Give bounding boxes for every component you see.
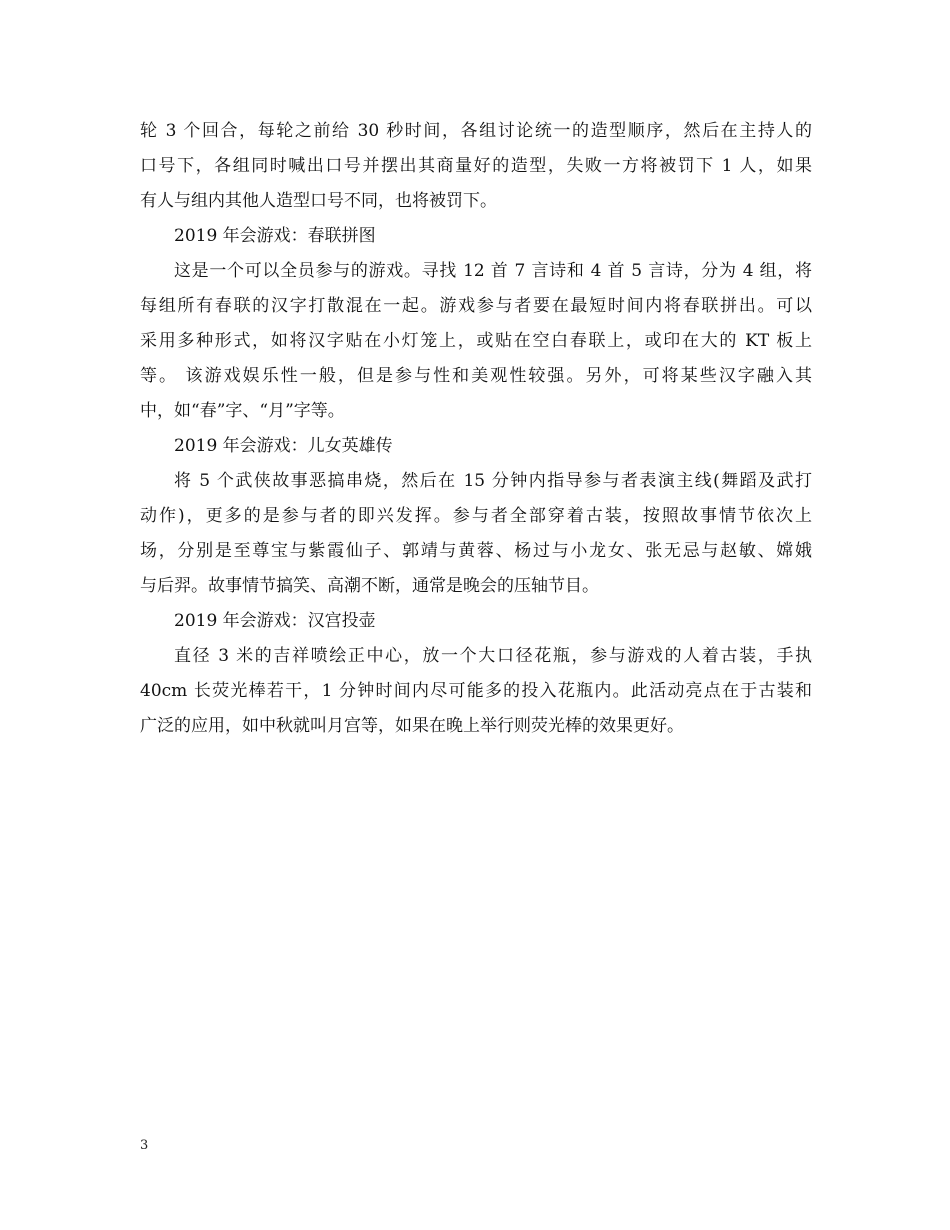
paragraph-line: 将 5 个武侠故事恶搞串烧，然后在 15 分钟内指导参与者表演主线(舞蹈及武打 (174, 471, 812, 491)
section-heading: 2019 年会游戏：汉宫投壶 (174, 611, 376, 631)
paragraph-line: 每组所有春联的汉字打散混在一起。游戏参与者要在最短时间内将春联拼出。可以 (140, 296, 812, 316)
paragraph-line: 这是一个可以全员参与的游戏。寻找 12 首 7 言诗和 4 首 5 言诗，分为 4 组，将 (174, 261, 812, 281)
paragraph-line: 采用多种形式，如将汉字贴在小灯笼上，或贴在空白春联上，或印在大的 KT 板上 (140, 331, 812, 351)
paragraph-line: 动作)，更多的是参与者的即兴发挥。参与者全部穿着古装，按照故事情节依次上 (140, 506, 812, 526)
paragraph-line: 场，分别是至尊宝与紫霞仙子、郭靖与黄蓉、杨过与小龙女、张无忌与赵敏、嫦娥 (140, 541, 812, 561)
paragraph-line: 轮 3 个回合，每轮之前给 30 秒时间，各组讨论统一的造型顺序，然后在主持人的 (140, 121, 812, 141)
paragraph-line: 有人与组内其他人造型口号不同，也将被罚下。 (140, 191, 497, 211)
section-heading: 2019 年会游戏：儿女英雄传 (174, 436, 393, 456)
page-number: 3 (140, 1138, 149, 1153)
paragraph-line: 40cm 长荧光棒若干，1 分钟时间内尽可能多的投入花瓶内。此活动亮点在于古装和 (140, 681, 812, 701)
paragraph-line: 与后羿。故事情节搞笑、高潮不断，通常是晚会的压轴节目。 (140, 576, 599, 596)
paragraph-line: 直径 3 米的吉祥喷绘正中心，放一个大口径花瓶，参与游戏的人着古装，手执 (174, 646, 812, 666)
paragraph-line: 中，如“春”字、“月”字等。 (140, 401, 345, 421)
paragraph-line: 口号下，各组同时喊出口号并摆出其商量好的造型，失败一方将被罚下 1 人，如果 (140, 156, 812, 176)
document-body (140, 114, 812, 744)
paragraph-line: 广泛的应用，如中秋就叫月宫等，如果在晚上举行则荧光棒的效果更好。 (140, 716, 684, 736)
paragraph-line: 等。 该游戏娱乐性一般，但是参与性和美观性较强。另外，可将某些汉字融入其 (140, 366, 812, 386)
section-heading: 2019 年会游戏：春联拼图 (174, 226, 376, 246)
